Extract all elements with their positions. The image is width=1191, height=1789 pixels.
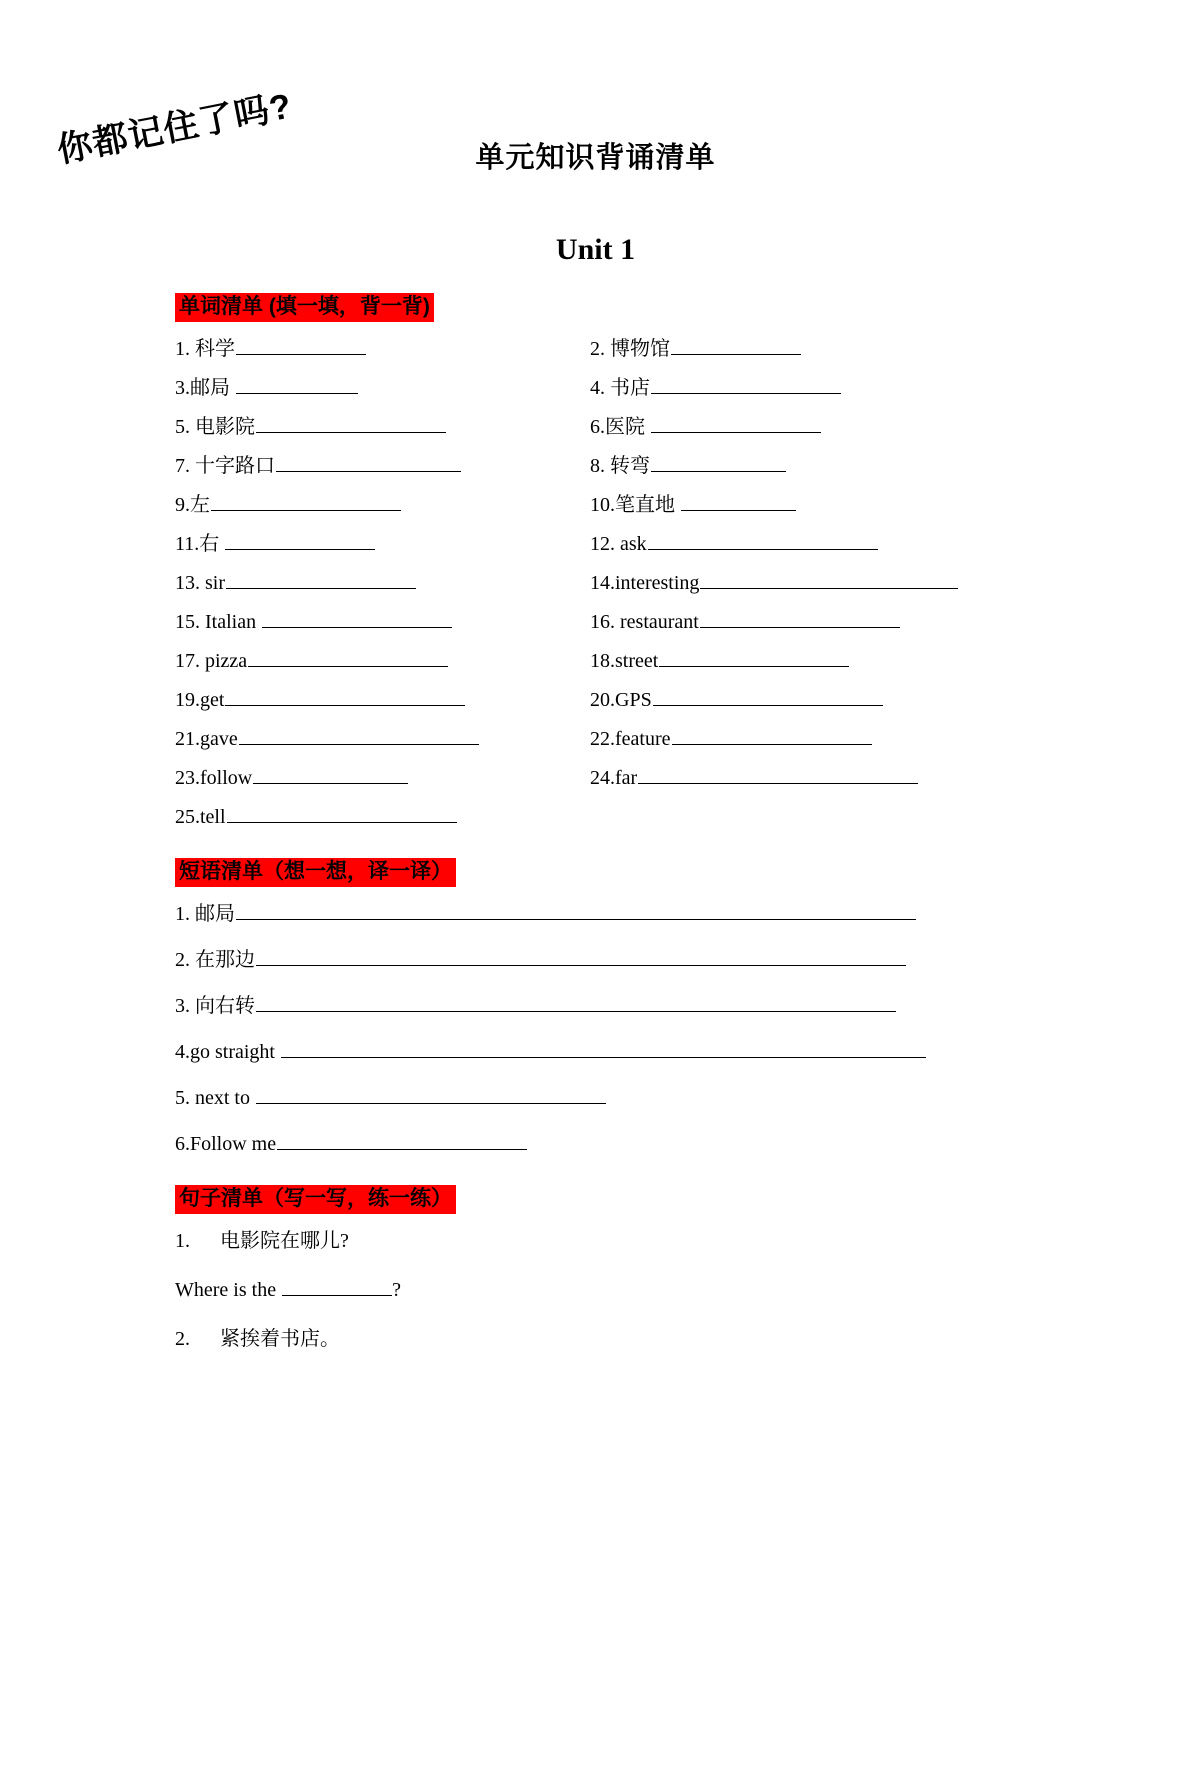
phrase-label: 6.Follow me <box>175 1133 277 1156</box>
word-label: 3.邮局 <box>175 377 235 400</box>
answer-blank[interactable] <box>282 1277 392 1296</box>
answer-blank[interactable] <box>236 336 366 355</box>
word-item-right <box>590 373 1005 403</box>
word-item-right <box>590 685 1005 715</box>
sentence-number: 1. <box>175 1230 190 1253</box>
page-header <box>0 86 1191 225</box>
word-label: 7. 十字路口 <box>175 455 275 478</box>
word-label: 1. 科学 <box>175 338 235 361</box>
word-label: 20.GPS <box>590 689 652 712</box>
word-item-left <box>175 685 590 715</box>
word-row <box>175 334 1005 364</box>
worksheet-page <box>0 86 1191 1789</box>
word-row <box>175 802 1005 832</box>
answer-blank[interactable] <box>277 1131 527 1150</box>
word-label: 2. 博物馆 <box>590 338 670 361</box>
answer-blank[interactable] <box>651 375 841 394</box>
phrase-label: 2. 在那边 <box>175 949 255 972</box>
word-item-left <box>175 373 590 403</box>
answer-blank[interactable] <box>225 531 375 550</box>
word-label: 23.follow <box>175 767 253 790</box>
word-row <box>175 607 1005 637</box>
phrase-list <box>175 899 1075 1159</box>
answer-blank[interactable] <box>651 414 821 433</box>
answer-blank[interactable] <box>672 726 872 745</box>
answer-blank[interactable] <box>253 765 408 784</box>
phrase-row <box>175 945 1075 975</box>
word-label: 9.左 <box>175 494 210 517</box>
word-item-right <box>590 568 1005 598</box>
answer-blank[interactable] <box>225 687 465 706</box>
word-item-right <box>590 763 1005 793</box>
answer-blank[interactable] <box>276 453 461 472</box>
word-row <box>175 490 1005 520</box>
word-item-left <box>175 568 590 598</box>
word-item-left <box>175 490 590 520</box>
phrase-row <box>175 1037 1075 1067</box>
word-list <box>175 334 1005 832</box>
answer-blank[interactable] <box>256 1085 606 1104</box>
word-item-left <box>175 802 590 832</box>
sentence-text: Where is the <box>175 1279 282 1302</box>
sentence-suffix: ? <box>392 1279 401 1302</box>
word-label: 25.tell <box>175 806 226 829</box>
word-row <box>175 568 1005 598</box>
word-item-left <box>175 646 590 676</box>
word-row <box>175 646 1005 676</box>
answer-blank[interactable] <box>653 687 883 706</box>
word-item-right <box>590 802 1005 832</box>
word-item-left <box>175 529 590 559</box>
word-item-left <box>175 451 590 481</box>
memorize-stamp: 你都记住了吗? <box>53 86 296 171</box>
word-label: 15. Italian <box>175 611 262 634</box>
answer-blank[interactable] <box>700 609 900 628</box>
words-section-header <box>175 293 1191 322</box>
word-item-left <box>175 607 590 637</box>
phrase-row <box>175 1083 1075 1113</box>
answer-blank[interactable] <box>239 726 479 745</box>
word-item-left <box>175 724 590 754</box>
phrase-row <box>175 1129 1075 1159</box>
word-row <box>175 412 1005 442</box>
word-label: 11.右 <box>175 533 225 556</box>
sentence-number: 2. <box>175 1328 190 1351</box>
word-label: 19.get <box>175 689 225 712</box>
answer-blank[interactable] <box>681 492 796 511</box>
word-row <box>175 724 1005 754</box>
word-label: 12. ask <box>590 533 647 556</box>
words-heading-label: 单词清单 (填一填，背一背) <box>175 293 434 322</box>
answer-blank[interactable] <box>227 804 457 823</box>
sentences-section-header <box>175 1185 1191 1214</box>
phrases-section-header <box>175 858 1191 887</box>
word-label: 21.gave <box>175 728 238 751</box>
answer-blank[interactable] <box>236 901 916 920</box>
word-label: 24.far <box>590 767 638 790</box>
answer-blank[interactable] <box>700 570 958 589</box>
word-item-right <box>590 646 1005 676</box>
word-label: 22.feature <box>590 728 671 751</box>
answer-blank[interactable] <box>651 453 786 472</box>
word-item-right <box>590 607 1005 637</box>
sentence-row <box>175 1275 1075 1305</box>
unit-title: Unit 1 <box>555 233 636 266</box>
sentence-list <box>175 1226 1075 1354</box>
word-label: 17. pizza <box>175 650 248 673</box>
word-item-left <box>175 412 590 442</box>
answer-blank[interactable] <box>648 531 878 550</box>
answer-blank[interactable] <box>659 648 849 667</box>
word-item-right <box>590 529 1005 559</box>
sentence-row <box>175 1226 1075 1256</box>
word-label: 8. 转弯 <box>590 455 650 478</box>
word-item-right <box>590 334 1005 364</box>
word-item-right <box>590 490 1005 520</box>
word-label: 16. restaurant <box>590 611 699 634</box>
word-label: 6.医院 <box>590 416 650 439</box>
answer-blank[interactable] <box>256 414 446 433</box>
word-label: 10.笔直地 <box>590 494 680 517</box>
word-label: 14.interesting <box>590 572 700 595</box>
sentence-text: 紧挨着书店。 <box>220 1328 340 1351</box>
answer-blank[interactable] <box>211 492 401 511</box>
answer-blank[interactable] <box>638 765 918 784</box>
word-label: 5. 电影院 <box>175 416 255 439</box>
word-row <box>175 763 1005 793</box>
phrase-row <box>175 991 1075 1021</box>
word-label: 13. sir <box>175 572 225 595</box>
word-row <box>175 373 1005 403</box>
word-item-left <box>175 763 590 793</box>
word-item-right <box>590 412 1005 442</box>
phrase-label: 3. 向右转 <box>175 995 255 1018</box>
phrase-label: 4.go straight <box>175 1041 280 1064</box>
answer-blank[interactable] <box>671 336 801 355</box>
answer-blank[interactable] <box>262 609 452 628</box>
word-row <box>175 685 1005 715</box>
word-label: 4. 书店 <box>590 377 650 400</box>
sentence-text: 电影院在哪儿? <box>220 1230 349 1253</box>
answer-blank[interactable] <box>256 947 906 966</box>
sentences-heading-label: 句子清单（写一写，练一练） <box>175 1185 456 1214</box>
phrases-heading-label: 短语清单（想一想，译一译） <box>175 858 456 887</box>
answer-blank[interactable] <box>256 993 896 1012</box>
phrase-label: 5. next to <box>175 1087 255 1110</box>
word-row <box>175 451 1005 481</box>
page-title: 单元知识背诵清单 <box>475 142 716 174</box>
answer-blank[interactable] <box>281 1039 926 1058</box>
word-label: 18.street <box>590 650 659 673</box>
sentence-row <box>175 1324 1075 1354</box>
phrase-label: 1. 邮局 <box>175 903 235 926</box>
word-item-left <box>175 334 590 364</box>
word-row <box>175 529 1005 559</box>
answer-blank[interactable] <box>236 375 358 394</box>
answer-blank[interactable] <box>248 648 448 667</box>
answer-blank[interactable] <box>226 570 416 589</box>
word-item-right <box>590 451 1005 481</box>
phrase-row <box>175 899 1075 929</box>
word-item-right <box>590 724 1005 754</box>
